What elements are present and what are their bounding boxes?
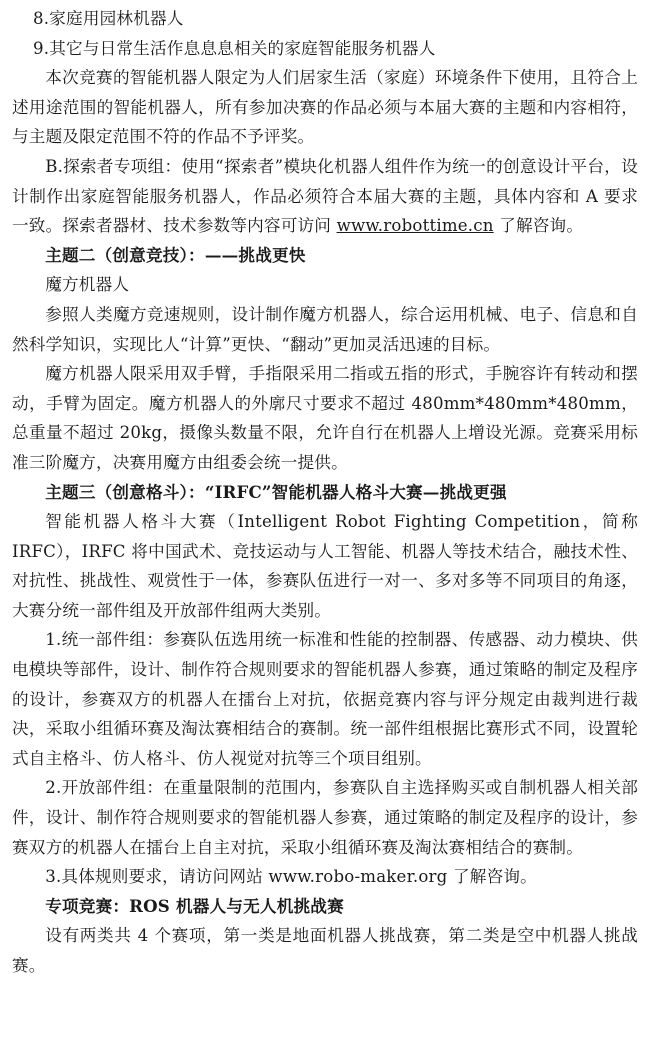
paragraph-rubik-goal: 参照人类魔方竞速规则，设计制作魔方机器人，综合运用机械、电子、信息和自然科学知识，实现比人“计算”更快、“翻动”更加灵活迅速的目标。 <box>12 304 638 354</box>
list-item-9: 9.其它与日常生活作息息息相关的家庭智能服务机器人 <box>33 38 436 58</box>
list-item-8: 8.家庭用园林机器人 <box>33 9 184 28</box>
paragraph-ros-drone: 设有两类共 4 个赛项，第一类是地面机器人挑战赛，第二类是空中机器人挑战赛。 <box>12 926 638 975</box>
rubik-robot-title: 魔方机器人 <box>45 275 130 295</box>
heading-theme-two: 主题二（创意竞技）：——挑战更快 <box>45 244 306 265</box>
paragraph-scope: 本次竞赛的智能机器人限定为人们居家生活（家庭）环境条件下使用，且符合上述用途范围的智能机器人，所有参加决赛的作品必须与本届大赛的主题和内容相符，与主题及限定范围不符的作品不予评奖。 <box>12 68 638 147</box>
paragraph-explorer-tail: 了解咨询。 <box>493 216 584 236</box>
paragraph-rubik-spec: 魔方机器人限采用双手臂，手指限采用二指或五指的形式，手腕容许有转动和摆动，手臂为固定。魔方机器人的外廓尺寸要求不超过 480mm*480mm*480mm，总重量不超过 20kg，摄像头数量不限，允许自行在机器人上增设光源。竞赛采用标准三阶魔方，决赛用魔方由组委会统一提供。 <box>12 364 638 472</box>
paragraph-explorer-group <box>12 152 638 241</box>
paragraph-explorer-text: B.探索者专项组：使用“探索者”模块化机器人组件作为统一的创意设计平台，设计制作出家庭智能服务机器人，作品必须符合本届大赛的主题，具体内容和 A 要求一致。探索者器材、技术参数等内容可访问 <box>12 156 638 236</box>
paragraph-rules-link: 3.具体规则要求，请访问网站 www.robo-maker.org 了解咨询。 <box>45 867 537 887</box>
heading-special-competition: 专项竞赛：ROS 机器人与无人机挑战赛 <box>45 895 344 916</box>
robottime-link[interactable]: www.robottime.cn <box>336 216 494 236</box>
heading-theme-three: 主题三（创意格斗）：“IRFC”智能机器人格斗大赛—挑战更强 <box>45 481 507 502</box>
paragraph-unified-group: 1.统一部件组：参赛队伍选用统一标准和性能的控制器、传感器、动力模块、供电模块等部件，设计、制作符合规则要求的智能机器人参赛，通过策略的制定及程序的设计，参赛双方的机器人在擂台上对抗，依据竞赛内容与评分规定由裁判进行裁决，采取小组循环赛及淘汰赛相结合的赛制。统一部件组根据比赛形式不同，设置轮式自主格斗、仿人格斗、仿人视觉对抗等三个项目组别。 <box>12 630 638 768</box>
paragraph-open-group: 2.开放部件组：在重量限制的范围内，参赛队自主选择购买或自制机器人相关部件，设计、制作符合规则要求的智能机器人参赛，通过策略的制定及程序的设计，参赛双方的机器人在擂台上自主对抗，采取小组循环赛及淘汰赛相结合的赛制。 <box>12 778 638 857</box>
paragraph-irfc-intro: 智能机器人格斗大赛（Intelligent Robot Fighting Competition，简称 IRFC），IRFC 将中国武术、竞技运动与人工智能、机器人等技术结合，融技术性、对抗性、挑战性、观赏性于一体，参赛队伍进行一对一、多对多等不同项目的角逐，大赛分统一部件组及开放部件组两大类别。 <box>12 512 638 620</box>
